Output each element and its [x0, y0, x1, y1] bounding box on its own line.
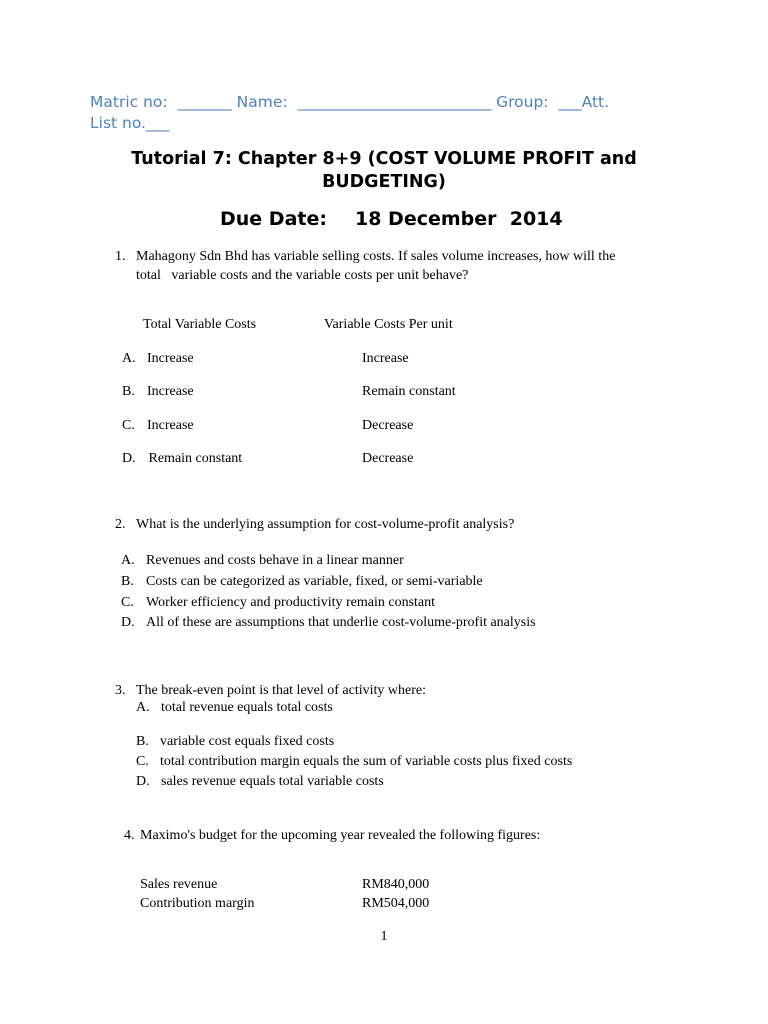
q1-option-per-unit: Decrease — [362, 451, 414, 466]
q3-option-text: sales revenue equals total variable costs — [161, 774, 384, 789]
q1-option-letter: D. — [122, 451, 136, 466]
q2-option-letter: D. — [121, 615, 135, 630]
q1-text-line-1: Mahagony Sdn Bhd has variable selling costs. If sales volume increases, how will the — [136, 249, 616, 264]
q3-option-text: total contribution margin equals the sum of variable costs plus fixed costs — [160, 754, 573, 769]
q2-option-letter: C. — [121, 595, 134, 610]
q2-text: What is the underlying assumption for cost-volume-profit analysis? — [136, 517, 515, 532]
q3-option-text: total revenue equals total costs — [161, 700, 333, 715]
header-line-2: List no.___ — [90, 114, 170, 132]
q3-option-letter: D. — [136, 774, 150, 789]
q2-option-text: Revenues and costs behave in a linear manner — [146, 553, 404, 568]
q3-option-letter: A. — [136, 700, 150, 715]
q1-option-letter: C. — [122, 418, 135, 433]
q4-number: 4. — [124, 828, 135, 843]
q1-option-total: Increase — [147, 418, 194, 433]
q3-option-text: variable cost equals fixed costs — [160, 734, 335, 749]
q3-number: 3. — [115, 683, 126, 698]
header-line-1: Matric no: _______ Name: _________________________ Group: ___Att. — [90, 93, 610, 111]
q4-row-value: RM840,000 — [362, 877, 430, 892]
q1-option-total: Increase — [147, 384, 194, 399]
q3-option-letter: C. — [136, 754, 149, 769]
title-line-1: Tutorial 7: Chapter 8+9 (COST VOLUME PROFIT and — [131, 149, 637, 169]
title-line-2: BUDGETING) — [322, 172, 446, 192]
q2-option-letter: B. — [121, 574, 134, 589]
q1-option-total: Remain constant — [145, 451, 243, 466]
due-date-label: Due Date: — [220, 208, 327, 230]
q4-row-value: RM504,000 — [362, 896, 430, 911]
q1-number: 1. — [115, 249, 126, 264]
q4-text: Maximo's budget for the upcoming year revealed the following figures: — [140, 828, 541, 843]
q1-col1-header: Total Variable Costs — [143, 317, 257, 332]
q1-col2-header: Variable Costs Per unit — [324, 317, 453, 332]
q2-option-text: Costs can be categorized as variable, fixed, or semi-variable — [146, 574, 483, 589]
q1-option-per-unit: Increase — [362, 351, 409, 366]
q4-row-label: Contribution margin — [140, 896, 255, 911]
q1-option-per-unit: Remain constant — [362, 384, 456, 399]
q1-option-total: Increase — [147, 351, 194, 366]
q3-option-letter: B. — [136, 734, 149, 749]
q2-number: 2. — [115, 517, 126, 532]
q1-option-letter: B. — [122, 384, 135, 399]
q2-option-text: All of these are assumptions that underlie cost-volume-profit analysis — [146, 615, 536, 630]
q4-row-label: Sales revenue — [140, 877, 218, 892]
q3-text: The break-even point is that level of activity where: — [136, 683, 427, 698]
q1-option-letter: A. — [122, 351, 136, 366]
q2-option-text: Worker efficiency and productivity remain constant — [146, 595, 436, 610]
q1-text-line-2: total variable costs and the variable costs per unit behave? — [136, 268, 469, 283]
q2-option-letter: A. — [121, 553, 135, 568]
due-date-value: 18 December 2014 — [355, 208, 563, 230]
q1-option-per-unit: Decrease — [362, 418, 414, 433]
page-number: 1 — [380, 929, 388, 944]
